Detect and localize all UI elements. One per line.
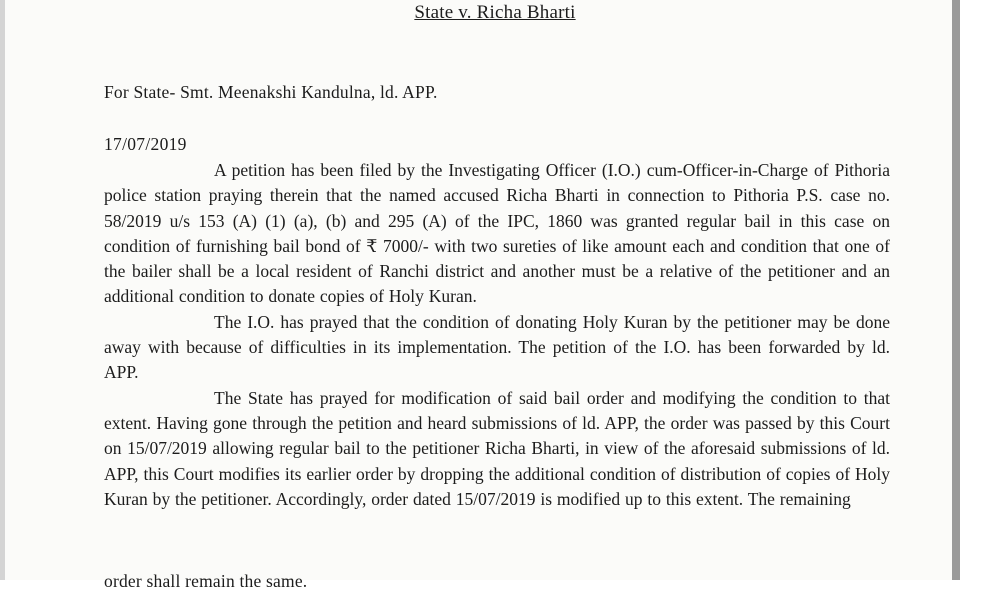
paragraph-io-prayer: The I.O. has prayed that the condition of donating Holy Kuran by the petitioner may be done away with because of difficulties in its implementation. The petition of the I.O. has been forwarded by ld. APP.	[104, 311, 890, 383]
order-date: 17/07/2019	[104, 134, 187, 154]
paragraph-state-prayer: The State has prayed for modification of said bail order and modifying the condition to that extent. Having gone through the petition and heard submissions of ld. APP, the order was passed by this Court on 15/07/2019 allowing regular bail to the petitioner Richa Bharti, in view of the aforesaid submissions of ld. APP, this Court modifies its earlier order by dropping the additional condition of distribution of copies of Holy Kuran by the petitioner. Accordingly, order dated 15/07/2019 is modified up to this extent. The remaining	[104, 387, 890, 509]
case-title: State v. Richa Bharti	[414, 2, 576, 23]
cut-off-line: order shall remain the same.	[104, 571, 308, 591]
page-left-edge	[0, 0, 5, 580]
page-right-edge	[952, 0, 960, 580]
counsel-line: For State- Smt. Meenakshi Kandulna, ld. APP.	[104, 82, 438, 102]
paragraph-petition: A petition has been filed by the Investigating Officer (I.O.) cum-Officer-in-Charge of Pithoria police station praying therein that the named accused Richa Bharti in connection to Pithoria P.S. case no. 58/2019 u/s 153 (A) (1) (a), (b) and 295 (A) of the IPC, 1860 was granted regular bail in this case on condition of furnishing bail bond of ₹ 7000/- with two sureties of like amount each and condition that one of the bailer shall be a local resident of Ranchi district and another must be a relative of the petitioner and an additional condition to donate copies of Holy Kuran.	[104, 160, 890, 307]
order-body	[104, 158, 890, 512]
